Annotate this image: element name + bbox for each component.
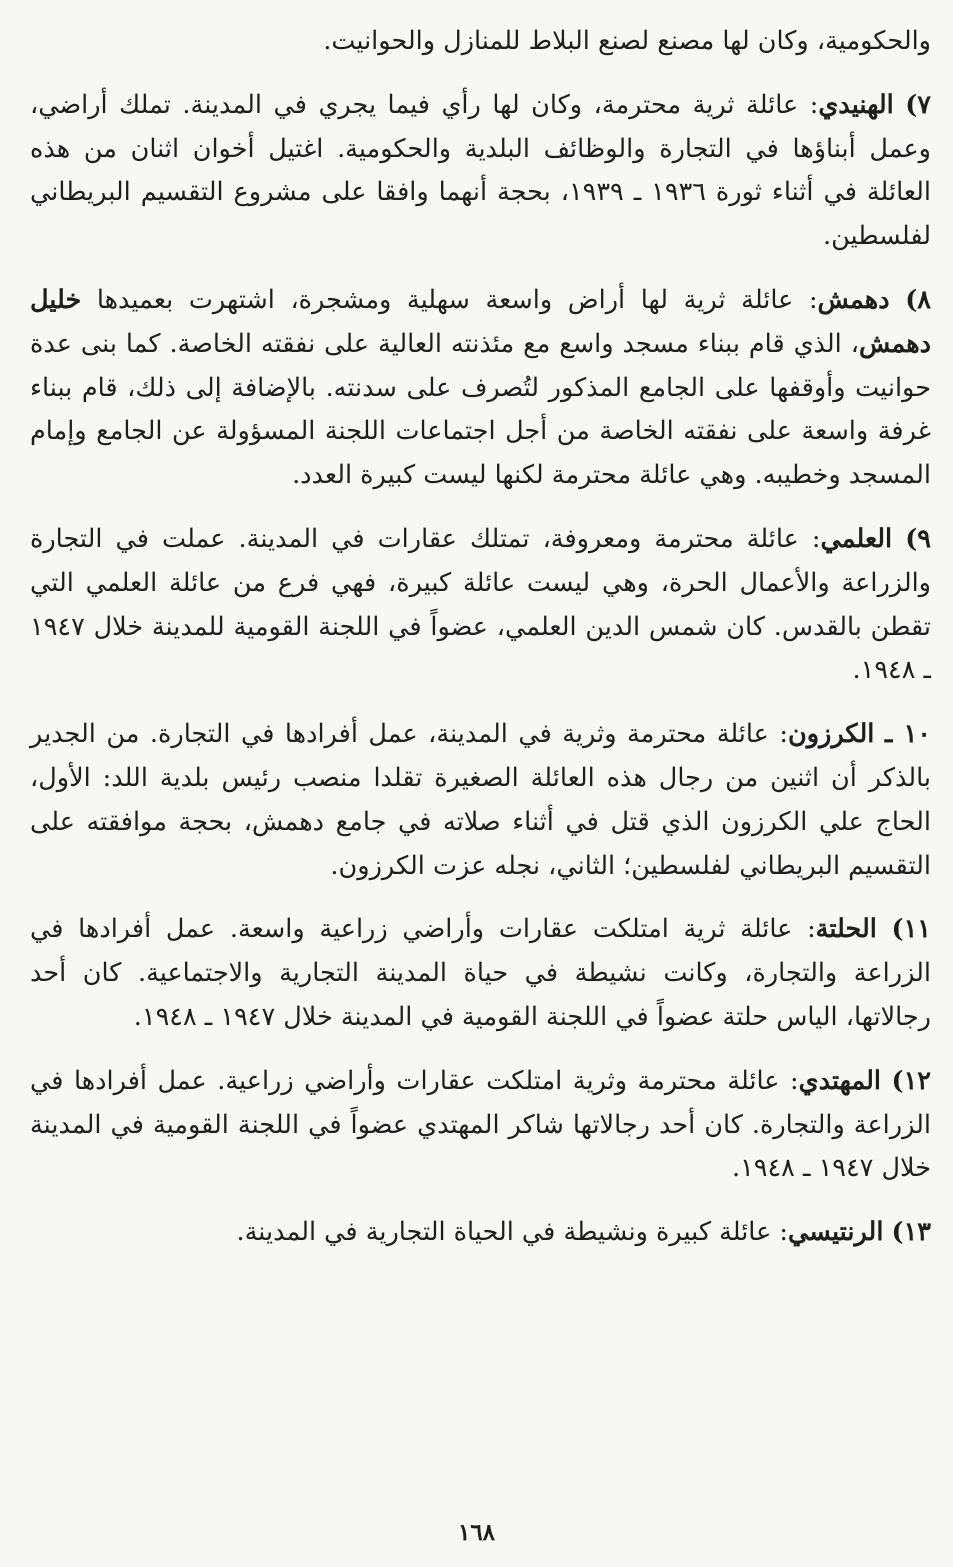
- entry-text: : عائلة محترمة وثرية امتلكت عقارات وأراضي زراعية. عمل أفرادها في الزراعة والتجارة. كان أحد رجالاتها شاكر المهتدي عضواً في اللجنة القومية في المدينة خلال ١٩٤٧ ـ ١٩٤٨.: [30, 1065, 931, 1184]
- page-number: ١٦٨: [457, 1519, 496, 1546]
- entry-9: [30, 518, 931, 693]
- entry-text: : عائلة كبيرة ونشيطة في الحياة التجارية في المدينة.: [236, 1217, 788, 1248]
- entry-number: ١٣): [891, 1217, 931, 1248]
- entry-text: : عائلة ثرية امتلكت عقارات وأراضي زراعية واسعة. عمل أفرادها في الزراعة والتجارة، وكانت نشيطة في حياة المدينة التجارية والاجتماعية. كان أحد رجالاتها، الياس حلتة عضواً في اللجنة القومية في المدينة خلال ١٩٤٧ ـ ١٩٤٨.: [30, 914, 931, 1032]
- family-name: المهتدي: [798, 1065, 881, 1096]
- person-name: خليل دهمش: [30, 284, 931, 359]
- intro-text: والحكومية، وكان لها مصنع لصنع البلاط للمنازل والحوانيت.: [323, 26, 931, 56]
- entry-number: ٩): [905, 523, 931, 554]
- entry-number: ١٠ ـ: [884, 719, 931, 750]
- page-body: [30, 20, 931, 1275]
- entry-number: ٧): [905, 89, 931, 120]
- entry-text-continued: ، الذي قام ببناء مسجد واسع مع مئذنته العالية على نفقته الخاصة. كما بنى عدة حوانيت وأوقفها على الجامع المذكور لتُصرف على سدنته. بالإضافة إلى ذلك، قام ببناء غرفة واسعة على نفقته الخاصة من أجل اجتماعات اللجنة المسؤولة عن الجامع وإمام المسجد وخطيبه. وهي عائلة محترمة لكنها ليست كبيرة العدد.: [30, 328, 931, 491]
- family-name: الكرزون: [787, 719, 875, 750]
- entry-text: : عائلة محترمة ومعروفة، تمتلك عقارات في المدينة. عملت في التجارة والزراعة والأعمال الحرة، وهي ليست عائلة كبيرة، فهي فرع من عائلة العلمي التي تقطن بالقدس. كان شمس الدين العلمي، عضواً في اللجنة القومية للمدينة خلال ١٩٤٧ ـ ١٩٤٨.: [30, 523, 931, 686]
- family-name: دهمش: [817, 284, 890, 315]
- entry-10: [30, 713, 931, 888]
- family-name: الحلتة: [815, 914, 877, 945]
- entry-number: ٨): [905, 284, 931, 315]
- entry-8: [30, 279, 931, 498]
- entry-text: : عائلة محترمة وثرية في المدينة، عمل أفرادها في التجارة. من الجدير بالذكر أن اثنين من رجال هذه العائلة الصغيرة تقلدا منصب رئيس بلدية اللد: الأول، الحاج علي الكرزون الذي قتل في أثناء صلاته في جامع دهمش، بحجة موافقته على التقسيم البريطاني لفلسطين؛ الثاني، نجله عزت الكرزون.: [30, 719, 931, 881]
- family-name: العلمي: [820, 523, 893, 554]
- entry-number: ١٢): [891, 1065, 932, 1096]
- entry-text: : عائلة ثرية لها أراض واسعة سهلية ومشجرة، اشتهرت بعميدها: [96, 284, 818, 315]
- family-name: الهنيدي: [818, 89, 894, 120]
- family-name: الرنتيسي: [787, 1217, 884, 1248]
- entry-12: [30, 1060, 931, 1191]
- entry-7: [30, 84, 931, 259]
- entry-text: : عائلة ثرية محترمة، وكان لها رأي فيما يجري في المدينة. تملك أراضي، وعمل أبناؤها في التجارة والوظائف البلدية والحكومية. اغتيل أخوان اثنان من هذه العائلة في أثناء ثورة ١٩٣٦ ـ ١٩٣٩، بحجة أنهما وافقا على مشروع التقسيم البريطاني لفلسطين.: [30, 89, 932, 252]
- entry-13: [30, 1211, 931, 1255]
- intro-paragraph: [30, 20, 931, 64]
- entry-number: ١١): [891, 914, 931, 945]
- entry-11: [30, 908, 931, 1039]
